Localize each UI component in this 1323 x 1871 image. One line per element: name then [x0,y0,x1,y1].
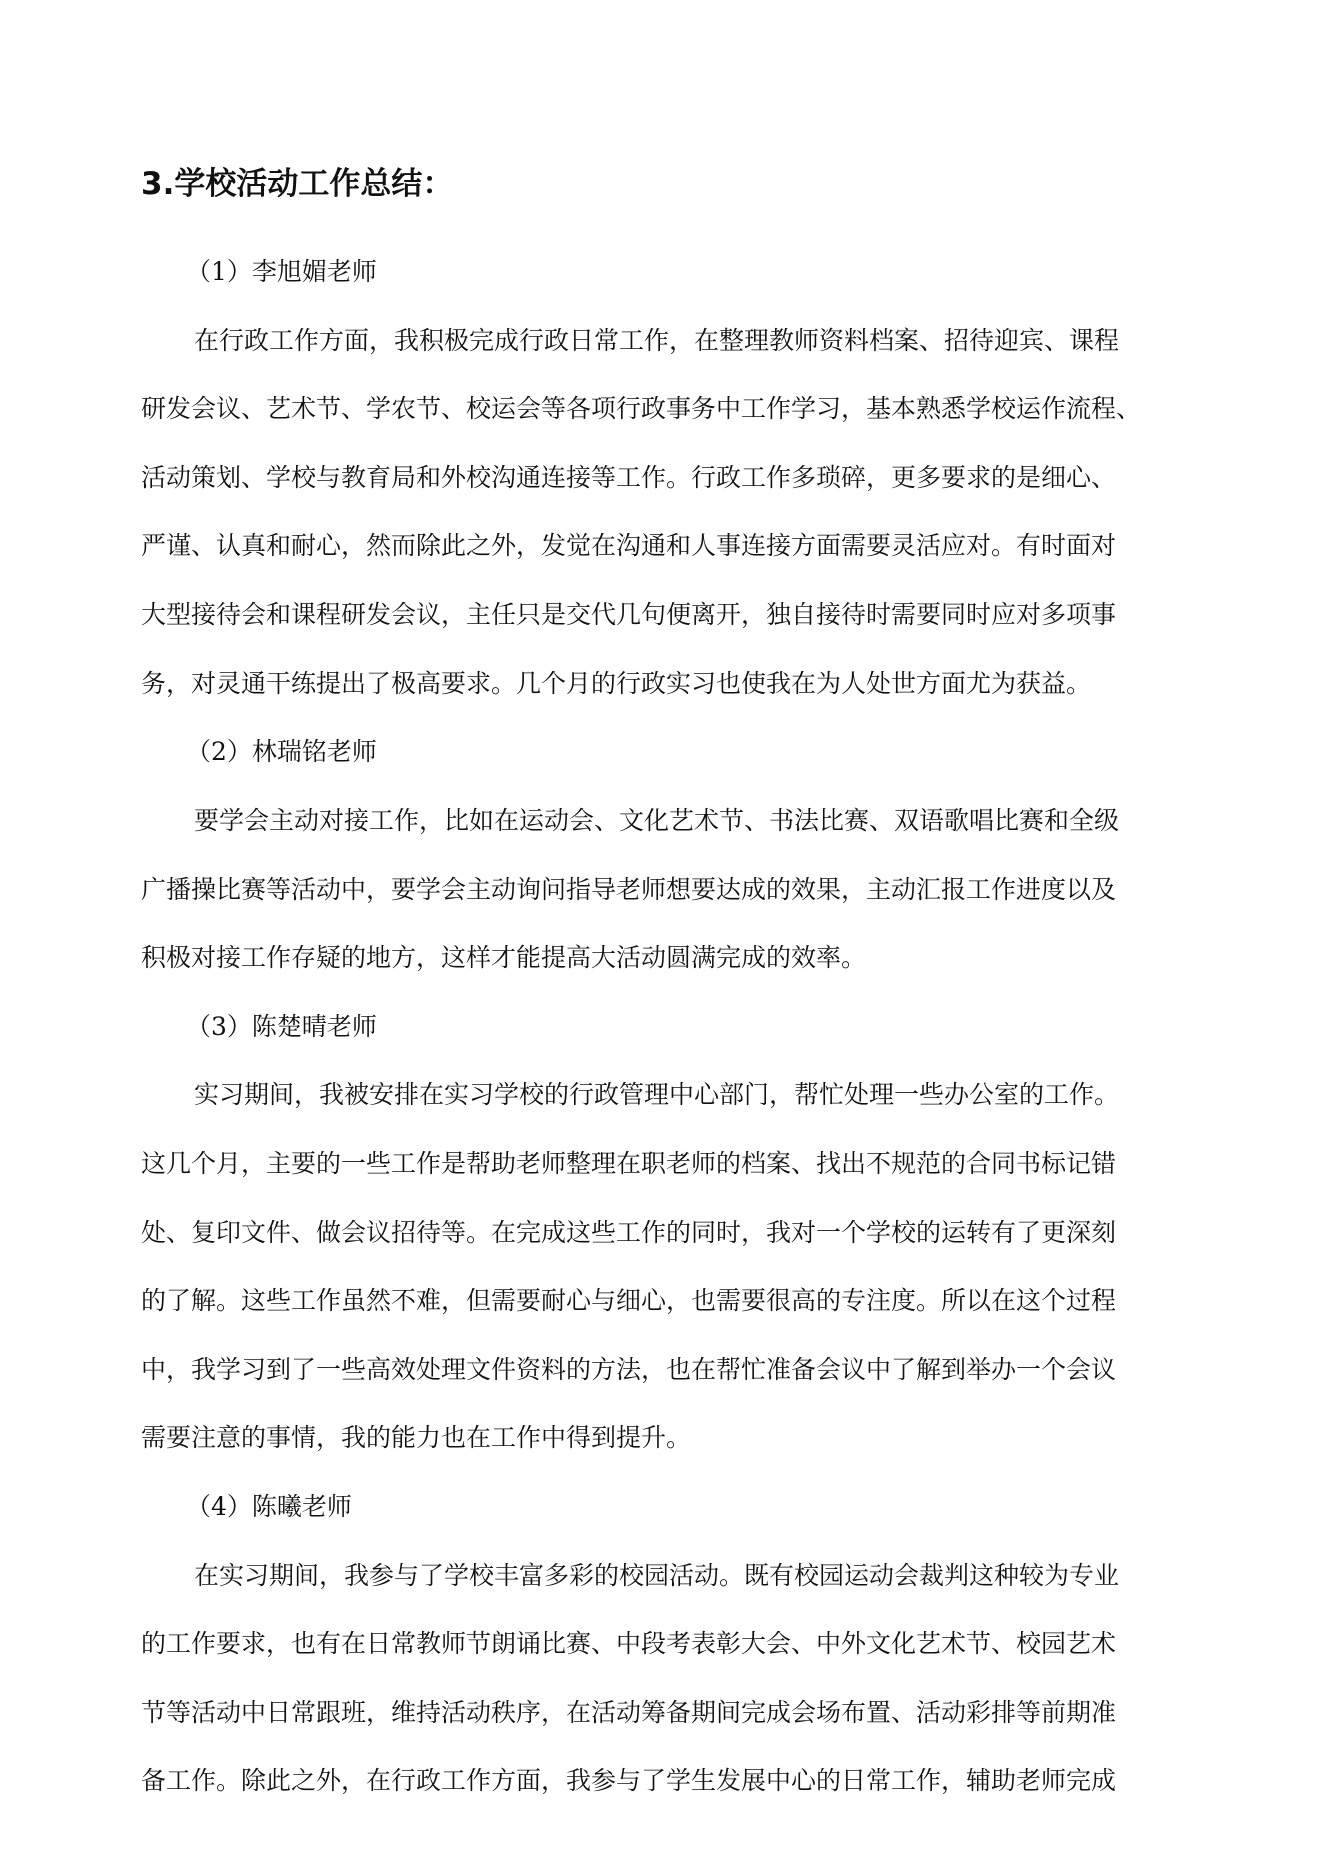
paragraph-line: 需要注意的事情，我的能力也在工作中得到提升。 [141,1423,692,1452]
paragraph-line: 积极对接工作存疑的地方，这样才能提高大活动圆满完成的效率。 [141,943,867,972]
subsection-title-li: （1）李旭媚老师 [186,257,377,286]
paragraph-line: 在行政工作方面，我积极完成行政日常工作，在整理教师资料档案、招待迎宾、课程 [194,326,1120,355]
subsection-title-chen-xi: （4）陈曦老师 [186,1492,352,1521]
paragraph-line: 活动策划、学校与教育局和外校沟通连接等工作。行政工作多琐碎，更多要求的是细心、 [141,463,1117,492]
paragraph-line: 节等活动中日常跟班，维持活动秩序，在活动筹备期间完成会场布置、活动彩排等前期准 [141,1698,1117,1727]
paragraph-line: 在实习期间，我参与了学校丰富多彩的校园活动。既有校园运动会裁判这种较为专业 [194,1561,1120,1590]
paragraph-line: 要学会主动对接工作，比如在运动会、文化艺术节、书法比赛、双语歌唱比赛和全级 [194,806,1120,835]
paragraph-line: 务，对灵通干练提出了极高要求。几个月的行政实习也使我在为人处世方面尤为获益。 [141,669,1092,698]
paragraph-line: 严谨、认真和耐心，然而除此之外，发觉在沟通和人事连接方面需要灵活应对。有时面对 [141,531,1117,560]
paragraph-line: 的工作要求，也有在日常教师节朗诵比赛、中段考表彰大会、中外文化艺术节、校园艺术 [141,1629,1117,1658]
paragraph-line: 大型接待会和课程研发会议，主任只是交代几句便离开，独自接待时需要同时应对多项事 [141,600,1117,629]
paragraph-line: 广播操比赛等活动中，要学会主动询问指导老师想要达成的效果，主动汇报工作进度以及 [141,875,1117,904]
paragraph-line: 中，我学习到了一些高效处理文件资料的方法，也在帮忙准备会议中了解到举办一个会议 [141,1355,1117,1384]
paragraph-line: 处、复印文件、做会议招待等。在完成这些工作的同时，我对一个学校的运转有了更深刻 [141,1218,1117,1247]
paragraph-line: 这几个月，主要的一些工作是帮助老师整理在职老师的档案、找出不规范的合同书标记错 [141,1149,1117,1178]
section-heading: 3.学校活动工作总结： [141,166,454,202]
subsection-title-lin: （2）林瑞铭老师 [186,737,377,766]
subsection-title-chen-chuqing: （3）陈楚晴老师 [186,1012,377,1041]
paragraph-line: 研发会议、艺术节、学农节、校运会等各项行政事务中工作学习，基本熟悉学校运作流程、 [141,394,1142,423]
paragraph-line: 实习期间，我被安排在实习学校的行政管理中心部门，帮忙处理一些办公室的工作。 [194,1080,1120,1109]
paragraph-line: 备工作。除此之外，在行政工作方面，我参与了学生发展中心的日常工作，辅助老师完成 [141,1766,1117,1795]
paragraph-line: 的了解。这些工作虽然不难，但需要耐心与细心，也需要很高的专注度。所以在这个过程 [141,1286,1117,1315]
